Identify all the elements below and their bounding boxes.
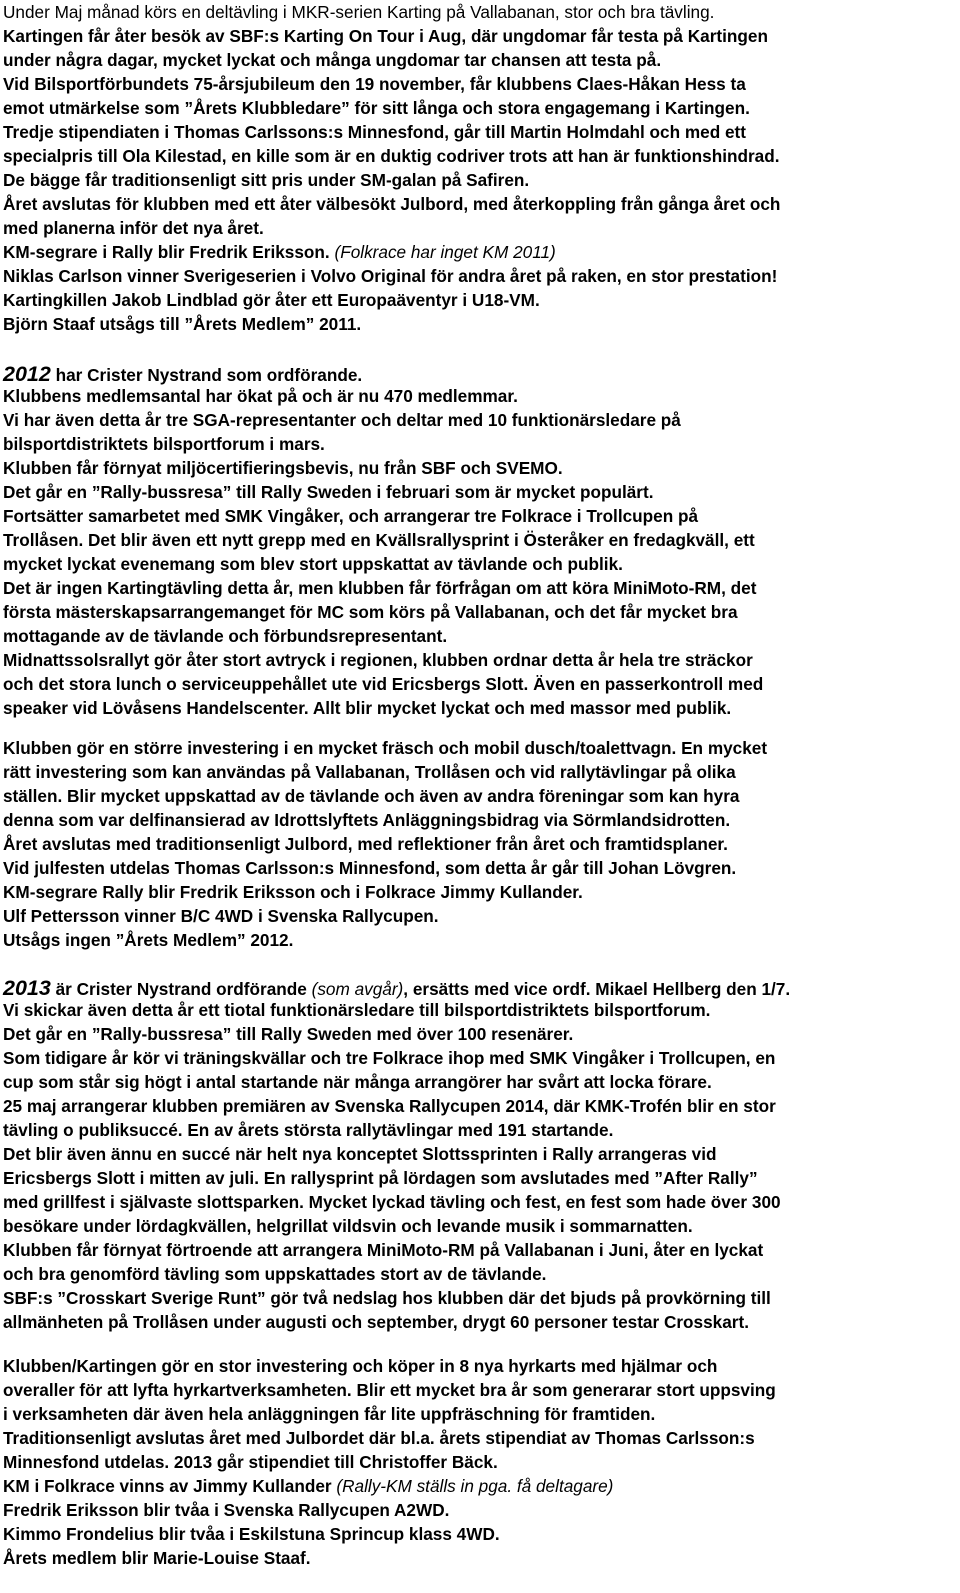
text-line: mottagande av de tävlande och förbundsrepresentant. xyxy=(3,626,448,646)
text-line: KM-segrare Rally blir Fredrik Eriksson och i Folkrace Jimmy Kullander. xyxy=(3,882,583,902)
text-line: Trollåsen. Det blir även ett nytt grepp med en Kvällsrallysprint i Österåker en fredagkväll, ett xyxy=(3,530,755,550)
rally-km-note: (Rally-KM ställs in pga. få deltagare) xyxy=(336,1476,614,1496)
text-line: Minnesfond utdelas. 2013 går stipendiet till Christoffer Bäck. xyxy=(3,1452,498,1472)
text-line: Klubben får förnyat förtroende att arrangera MiniMoto-RM på Vallabanan i Juni, åter en lyckat xyxy=(3,1240,764,1260)
year-2013: 2013 xyxy=(3,976,51,1000)
text-line: denna som var delfinansierad av Idrottslyftets Anläggningsbidrag via Sörmlandsidrotten. xyxy=(3,810,731,830)
text-line: första mästerskapsarrangemanget för MC som körs på Vallabanan, och det får mycket bra xyxy=(3,602,738,622)
text-line: rätt investering som kan användas på Vallabanan, Trollåsen och vid rallytävlingar på olika xyxy=(3,762,736,782)
text-line: tävling o publiksuccé. En av årets största rallytävlingar med 191 startande. xyxy=(3,1120,614,1140)
text-line: Kimmo Frondelius blir tvåa i Eskilstuna Sprincup klass 4WD. xyxy=(3,1524,500,1544)
text-line: ställen. Blir mycket uppskattad av de tävlande och även av andra föreningar som kan hyra xyxy=(3,786,740,806)
text-line: Midnattssolsrallyt gör åter stort avtryck i regionen, klubben ordnar detta år hela tre sträckor xyxy=(3,650,753,670)
text-line: speaker vid Lövåsens Handelscenter. Allt blir mycket lyckat och med massor med publik. xyxy=(3,698,732,718)
text-line: besökare under lördagkvällen, helgrillat vildsvin och levande musik i sommarnatten. xyxy=(3,1216,693,1236)
text-line: bilsportdistriktets bilsportforum i mars. xyxy=(3,434,325,454)
text-line: Årets medlem blir Marie-Louise Staaf. xyxy=(3,1548,311,1568)
text-line: Under Maj månad körs en deltävling i MKR-serien Karting på Vallabanan, stor och bra tävling. xyxy=(3,2,715,22)
text-line: specialpris till Ola Kilestad, en kille som är en duktig codriver trots att han är funktionshindrad. xyxy=(3,146,780,166)
resign-note: (som avgår) xyxy=(311,979,404,999)
text-line: Björn Staaf utsågs till ”Årets Medlem” 2011. xyxy=(3,314,362,334)
text-line: Klubben/Kartingen gör en stor investering och köper in 8 nya hyrkarts med hjälmar och xyxy=(3,1356,718,1376)
text-line: 25 maj arrangerar klubben premiären av Svenska Rallycupen 2014, där KMK-Trofén blir en stor xyxy=(3,1096,776,1116)
text-line: och bra genomförd tävling som uppskattades stort av de tävlande. xyxy=(3,1264,547,1284)
text-line: Året avslutas för klubben med ett åter välbesökt Julbord, med återkoppling från gånga året och xyxy=(3,194,781,214)
text-line: Kartingkillen Jakob Lindblad gör åter ett Europaäventyr i U18-VM. xyxy=(3,290,540,310)
text-line: Som tidigare år kör vi träningskvällar och tre Folkrace ihop med SMK Vingåker i Trollcupen, en xyxy=(3,1048,776,1068)
text-line: Året avslutas med traditionsenligt Julbord, med reflektioner från året och framtidsplaner. xyxy=(3,834,728,854)
text-line: Vi skickar även detta år ett tiotal funktionärsledare till bilsportdistriktets bilsportforum. xyxy=(3,1000,711,1020)
folkrace-note: (Folkrace har inget KM 2011) xyxy=(334,242,556,262)
text-line: SBF:s ”Crosskart Sverige Runt” gör två nedslag hos klubben där det bjuds på provkörning till xyxy=(3,1288,771,1308)
text-line: Klubbens medlemsantal har ökat på och är nu 470 medlemmar. xyxy=(3,386,518,406)
text-line: Fredrik Eriksson blir tvåa i Svenska Rallycupen A2WD. xyxy=(3,1500,450,1520)
text-line: Vid julfesten utdelas Thomas Carlsson:s Minnesfond, som detta år går till Johan Lövgren. xyxy=(3,858,737,878)
text-line: allmänheten på Trollåsen under augusti och september, drygt 60 personer testar Crosskart. xyxy=(3,1312,749,1332)
year-2013-text-end: , ersätts med vice ordf. Mikael Hellberg den 1/7. xyxy=(403,979,791,999)
text-line: Klubben gör en större investering i en mycket fräsch och mobil dusch/toalettvagn. En mycket xyxy=(3,738,768,758)
text-line: Klubben får förnyat miljöcertifieringsbevis, nu från SBF och SVEMO. xyxy=(3,458,563,478)
text-line: Utsågs ingen ”Årets Medlem” 2012. xyxy=(3,930,294,950)
text-line: Det är ingen Kartingtävling detta år, men klubben får förfrågan om att köra MiniMoto-RM, det xyxy=(3,578,757,598)
text-line: Traditionsenligt avslutas året med Julbordet där bl.a. årets stipendiat av Thomas Carlsson:s xyxy=(3,1428,755,1448)
text-line: Ericsbergs Slott i mitten av juli. En rallysprint på lördagen som avslutades med ”After Rally” xyxy=(3,1168,758,1188)
text-line: emot utmärkelse som ”Årets Klubbledare” för sitt långa och stora engagemang i Kartingen. xyxy=(3,98,750,118)
text-line: i verksamheten där även hela anläggningen får lite uppfräschning för framtiden. xyxy=(3,1404,656,1424)
text-line: overaller för att lyfta hyrkartverksamheten. Blir ett mycket bra år som generarar stort uppsving xyxy=(3,1380,776,1400)
text-line: Det går en ”Rally-bussresa” till Rally Sweden med över 100 resenärer. xyxy=(3,1024,574,1044)
year-2013-text: är Crister Nystrand ordförande xyxy=(50,979,312,999)
text-line: cup som står sig högt i antal startande när många arrangörer har svårt att locka förare. xyxy=(3,1072,712,1092)
text-line: Det blir även ännu en succé när helt nya konceptet Slottssprinten i Rally arrangeras vid xyxy=(3,1144,717,1164)
text-line xyxy=(3,240,556,264)
text-line: och det stora lunch o serviceuppehållet ute vid Ericsbergs Slott. Även en passerkontroll med xyxy=(3,674,764,694)
year-2012: 2012 xyxy=(3,362,51,386)
text-line: med grillfest i självaste slottsparken. Mycket lyckad tävling och fest, en fest som hade över 300 xyxy=(3,1192,781,1212)
text-line: Vid Bilsportförbundets 75-årsjubileum den 19 november, får klubbens Claes-Håkan Hess ta xyxy=(3,74,746,94)
text-line: Vi har även detta år tre SGA-representanter och deltar med 10 funktionärsledare på xyxy=(3,410,681,430)
text-line: Tredje stipendiaten i Thomas Carlssons:s Minnesfond, går till Martin Holmdahl och med ett xyxy=(3,122,746,142)
text-line: mycket lyckat evenemang som blev stort uppskattat av tävlande och publik. xyxy=(3,554,623,574)
text-line: De bägge får traditionsenligt sitt pris under SM-galan på Safiren. xyxy=(3,170,530,190)
text-line: Niklas Carlson vinner Sverigeserien i Volvo Original för andra året på raken, en stor prestation! xyxy=(3,266,778,286)
km-2011-text: KM-segrare i Rally blir Fredrik Eriksson. xyxy=(3,242,330,262)
text-line: under några dagar, mycket lyckat och många ungdomar tar chansen att testa på. xyxy=(3,50,662,70)
text-line: Ulf Pettersson vinner B/C 4WD i Svenska Rallycupen. xyxy=(3,906,439,926)
text-line: Fortsätter samarbetet med SMK Vingåker, och arrangerar tre Folkrace i Trollcupen på xyxy=(3,506,699,526)
text-line: med planerna inför det nya året. xyxy=(3,218,264,238)
text-line xyxy=(3,1474,613,1498)
text-line: Kartingen får åter besök av SBF:s Karting On Tour i Aug, där ungdomar får testa på Kartingen xyxy=(3,26,768,46)
year-2012-text: har Crister Nystrand som ordförande. xyxy=(50,365,363,385)
km-folkrace-text: KM i Folkrace vinns av Jimmy Kullander xyxy=(3,1476,337,1496)
text-line: Det går en ”Rally-bussresa” till Rally Sweden i februari som är mycket populärt. xyxy=(3,482,654,502)
